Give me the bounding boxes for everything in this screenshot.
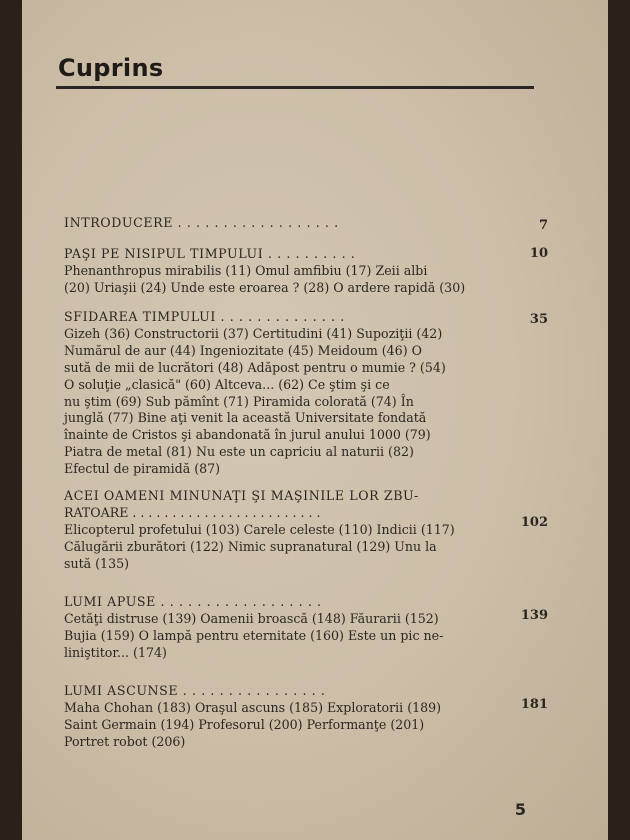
toc-entry-line: RATOARE . . . . . . . . . . . . . . . . . . . . . . . .: [64, 504, 321, 520]
toc-entry-line: Phenanthropus mirabilis (11) Omul amfibiu (17) Zeii albi: [64, 262, 428, 278]
toc-entry-line: liniştitor... (174): [64, 644, 167, 660]
toc-entry-line: Maha Chohan (183) Oraşul ascuns (185) Exploratorii (189): [64, 699, 442, 715]
page-title: Cuprins: [58, 54, 164, 82]
toc-section-heading[interactable]: LUMI APUSE . . . . . . . . . . . . . . . . . .: [64, 594, 322, 609]
toc-section-heading[interactable]: SFIDAREA TIMPULUI . . . . . . . . . . . . . .: [64, 309, 345, 324]
toc-entry-line: Elicopterul profetului (103) Carele celeste (110) Indicii (117): [64, 521, 455, 537]
toc-page-number: 139: [520, 608, 548, 623]
toc-page-number: 7: [538, 218, 548, 233]
toc-entry-line: O soluţie „clasică" (60) Altceva... (62) Ce ştim şi ce: [64, 376, 390, 392]
toc-page-number: 102: [520, 515, 548, 530]
toc-entry-line: Efectul de piramidă (87): [64, 461, 221, 477]
toc-entry-line: Cetăţi distruse (139) Oamenii broască (148) Făurarii (152): [64, 610, 439, 626]
toc-section-heading[interactable]: PAŞI PE NISIPUL TIMPULUI . . . . . . . . . .: [64, 246, 356, 261]
table-of-contents: [22, 0, 608, 840]
toc-entry-line: Bujia (159) O lampă pentru eternitate (160) Este un pic ne-: [64, 627, 444, 643]
toc-section-heading[interactable]: INTRODUCERE . . . . . . . . . . . . . . . . . .: [64, 215, 339, 230]
toc-section-heading[interactable]: LUMI ASCUNSE . . . . . . . . . . . . . . . .: [64, 683, 326, 698]
toc-entry-line: Gizeh (36) Constructorii (37) Certitudini (41) Supoziţii (42): [64, 325, 443, 341]
toc-page-number: 10: [529, 246, 548, 261]
toc-page-number: 35: [529, 312, 548, 327]
page-number: 5: [514, 800, 526, 819]
book-page: [22, 0, 608, 840]
toc-entry-line: înainte de Cristos şi abandonată în jurul anului 1000 (79): [64, 427, 431, 443]
toc-entry-line: sută (135): [64, 555, 130, 571]
toc-page-number: 181: [520, 697, 548, 712]
toc-entry-line: (20) Uriaşii (24) Unde este eroarea ? (28) O ardere rapidă (30): [64, 279, 466, 295]
toc-entry-line: nu ştim (69) Sub pămînt (71) Piramida colorată (74) În: [64, 393, 414, 409]
toc-entry-line: Portret robot (206): [64, 733, 186, 749]
toc-entry-line: Numărul de aur (44) Ingeniozitate (45) Meidoum (46) O: [64, 342, 422, 358]
toc-entry-line: Călugării zburători (122) Nimic supranatural (129) Unu la: [64, 538, 437, 554]
toc-entry-line: junglă (77) Bine aţi venit la această Universitate fondată: [64, 410, 427, 426]
toc-entry-line: Saint Germain (194) Profesorul (200) Performanţe (201): [64, 716, 425, 732]
toc-section-heading[interactable]: ACEI OAMENI MINUNAŢI ŞI MAŞINILE LOR ZBU-: [64, 488, 419, 503]
toc-entry-line: Piatra de metal (81) Nu este un capriciu al naturii (82): [64, 444, 414, 460]
toc-entry-line: sută de mii de lucrători (48) Adăpost pentru o mumie ? (54): [64, 359, 446, 375]
